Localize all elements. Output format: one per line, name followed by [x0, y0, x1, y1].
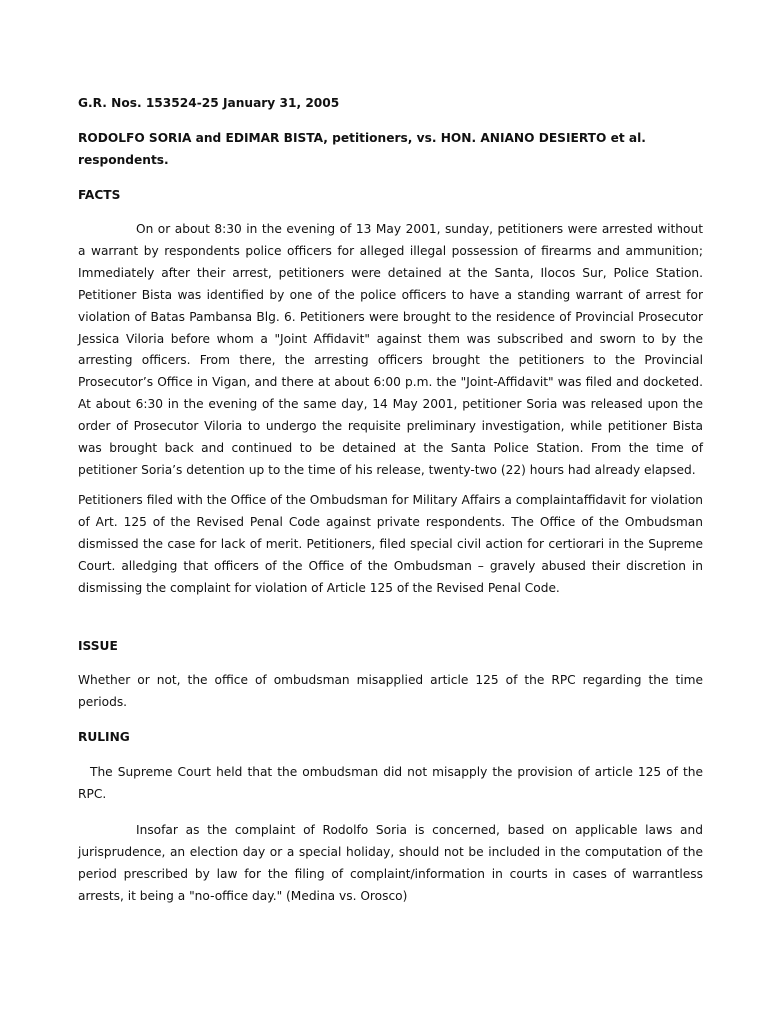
- facts-paragraph-2: Petitioners filed with the Office of the Ombudsman for Military Affairs a complaintaffidavit for violation of Art. 125 of the Revised Penal Code against private respondents. The Office of the Ombudsman dismissed the case for lack of merit. Petitioners, filed special civil action for certiorari in the Supreme Court. alledging that officers of the Office of the Ombudsman – gravely abused their discretion in dismissing the complaint for violation of Article 125 of the Revised Penal Code.: [78, 492, 703, 595]
- document-page: [78, 92, 703, 908]
- facts-paragraph-1: On or about 8:30 in the evening of 13 May 2001, sunday, petitioners were arrested without a warrant by respondents police officers for alleged illegal possession of firearms and ammunition; Immediately after their arrest, petitioners were detained at the Santa, Ilocos Sur, Police Station. Petitioner Bista was identified by one of the police officers to have a standing warrant of arrest for violation of Batas Pambansa Blg. 6. Petitioners were brought to the residence of Provincial Prosecutor Jessica Viloria before whom a "Joint Affidavit" against them was subscribed and sworn to by the arresting officers. From there, the arresting officers brought the petitioners to the Provincial Prosecutor’s Office in Vigan, and there at about 6:00 p.m. the "Joint-Affidavit" was filed and docketed. At about 6:30 in the evening of the same day, 14 May 2001, petitioner Soria was released upon the order of Prosecutor Viloria to undergo the requisite preliminary investigation, while petitioner Bista was brought back and continued to be detained at the Santa Police Station. From the time of petitioner Soria’s detention up to the time of his release, twenty-two (22) hours had already elapsed.: [78, 222, 703, 477]
- case-parties: RODOLFO SORIA and EDIMAR BISTA, petitioners, vs. HON. ANIANO DESIERTO et al. respondents.: [78, 131, 646, 167]
- issue-text: Whether or not, the office of ombudsman misapplied article 125 of the RPC regarding the time periods.: [78, 673, 703, 710]
- ruling-heading: RULING: [78, 730, 130, 745]
- issue-heading: ISSUE: [78, 639, 118, 654]
- case-number: G.R. Nos. 153524-25 January 31, 2005: [78, 96, 340, 110]
- ruling-paragraph-1: The Supreme Court held that the ombudsman did not misapply the provision of article 125 of the RPC.: [78, 765, 703, 802]
- ruling-paragraph-2: Insofar as the complaint of Rodolfo Soria is concerned, based on applicable laws and jurisprudence, an election day or a special holiday, should not be included in the computation of the period prescribed by law for the filing of complaint/information in courts in cases of warrantless arrests, it being a "no-office day." (Medina vs. Orosco): [78, 823, 703, 903]
- facts-heading: FACTS: [78, 188, 121, 202]
